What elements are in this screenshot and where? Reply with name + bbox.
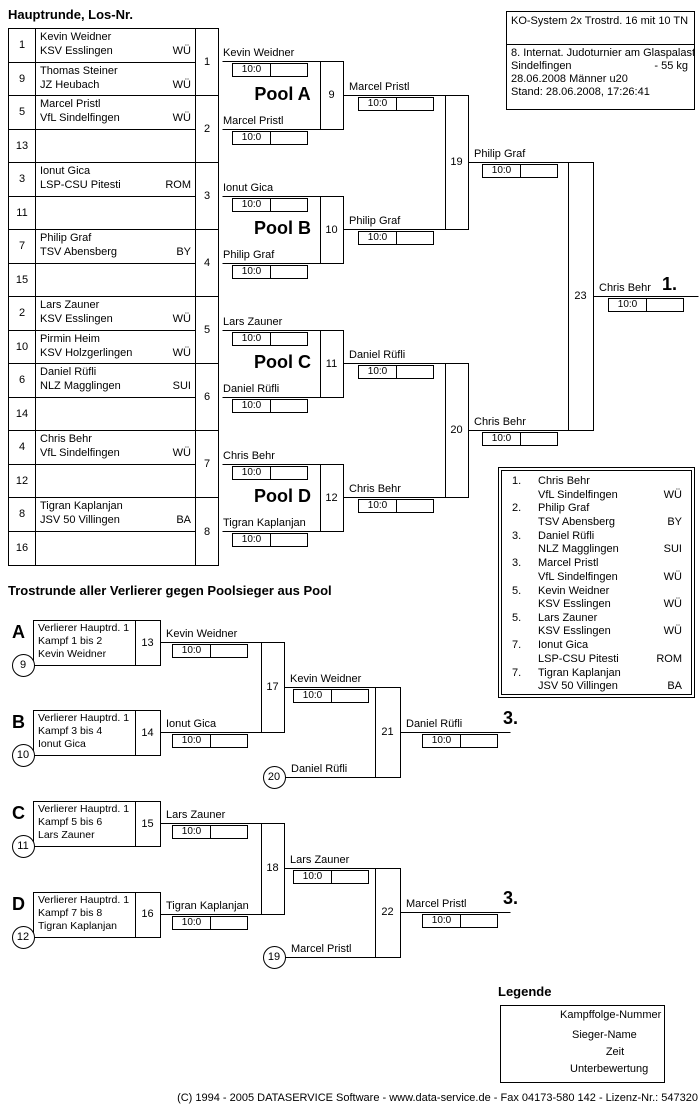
bracket-name: Marcel Pristl <box>223 115 284 127</box>
score-value: 10:0 <box>359 500 397 512</box>
table-row <box>9 398 196 432</box>
pool-a-label: Pool A <box>254 84 311 104</box>
table-row <box>9 498 196 532</box>
time-cell <box>271 534 307 546</box>
champion-name: Chris Behr <box>599 282 651 294</box>
time-cell <box>647 299 683 311</box>
time-cell <box>397 366 433 378</box>
score-box <box>172 644 248 658</box>
table-row <box>9 364 196 398</box>
entrant-club: LSP-CSU Pitesti <box>40 179 121 191</box>
table-row <box>9 297 196 331</box>
entrant-name: Lars Zauner <box>40 299 100 311</box>
result-rank: 7. <box>512 666 522 679</box>
results-box <box>498 467 695 698</box>
loser-box-line: Verlierer Hauptrd. 1 <box>38 622 130 634</box>
bracket-name: Philip Graf <box>474 148 526 160</box>
result-region: BY <box>667 515 682 528</box>
score-value: 10:0 <box>359 98 397 110</box>
feeder-circle-number: 10 <box>16 749 30 761</box>
entrant-name: Ionut Gica <box>40 165 91 177</box>
score-value: 10:0 <box>173 735 211 747</box>
time-cell <box>211 645 247 657</box>
event-title: 8. Internat. Judoturnier am Glaspalast <box>511 47 696 59</box>
lot-number: 10 <box>9 331 36 364</box>
time-cell <box>211 826 247 838</box>
result-club: VfL Sindelfingen <box>538 570 618 583</box>
third-place-label: 3. <box>503 708 519 728</box>
score-value: 10:0 <box>423 735 461 747</box>
time-cell <box>211 917 247 929</box>
bracket-name: Daniel Rüfli <box>223 383 280 395</box>
score-box <box>232 332 308 346</box>
table-row <box>9 29 196 63</box>
entrant-name: Kevin Weidner <box>40 31 112 43</box>
score-value: 10:0 <box>233 199 271 211</box>
ko-system-label: KO-System 2x Trostrd. 16 mit 10 TN <box>507 12 694 45</box>
score-value: 10:0 <box>359 366 397 378</box>
entrant-region: WÜ <box>172 45 191 57</box>
bracket-name: Daniel Rüfli <box>349 349 406 361</box>
score-value: 10:0 <box>483 165 521 177</box>
section-letter-d: D <box>12 894 25 914</box>
bracket-name: Kevin Weidner <box>290 673 362 685</box>
entrant-club: TSV Abensberg <box>40 246 118 258</box>
result-rank: 5. <box>512 611 522 624</box>
entrant-name: Thomas Steiner <box>40 64 118 77</box>
result-club: TSV Abensberg <box>538 515 616 528</box>
result-region: ROM <box>656 652 682 665</box>
event-date-class: 28.06.2008 Männer u20 <box>511 73 628 85</box>
round1-match-number: 2 <box>196 96 218 163</box>
bracket-name: Daniel Rüfli <box>406 718 463 730</box>
entrant-club: KSV Esslingen <box>40 45 113 57</box>
loser-box-line: Kevin Weidner <box>38 648 107 660</box>
score-value: 10:0 <box>173 917 211 929</box>
entrant-club: VfL Sindelfingen <box>40 447 120 459</box>
entrant-name: Pirmin Heim <box>40 332 100 345</box>
match-number: 17 <box>266 681 279 693</box>
time-cell <box>521 165 557 177</box>
trostrunde-title: Trostrunde aller Verlierer gegen Poolsieger aus Pool <box>8 583 332 598</box>
table-row <box>9 465 196 499</box>
bracket-name: Marcel Pristl <box>291 943 352 955</box>
result-club: NLZ Magglingen <box>538 543 619 556</box>
round1-match-number: 1 <box>196 29 218 96</box>
match-number: 18 <box>266 862 279 874</box>
score-box <box>232 533 308 547</box>
time-cell <box>332 871 368 883</box>
result-rank: 3. <box>512 529 522 542</box>
bracket-name: Lars Zauner <box>290 854 350 866</box>
section-letter-b: B <box>12 712 25 732</box>
loser-box <box>33 620 135 665</box>
table-row <box>9 431 196 465</box>
score-value: 10:0 <box>233 467 271 479</box>
result-region: WÜ <box>663 570 682 583</box>
result-rank: 2. <box>512 502 522 515</box>
loser-box <box>33 801 135 846</box>
result-rank: 5. <box>512 584 522 597</box>
entrant-name: Chris Behr <box>40 433 92 445</box>
time-cell <box>397 232 433 244</box>
legend-unterbewertung-label: Unterbewertung <box>570 1063 649 1075</box>
section-letter-c: C <box>12 803 25 823</box>
result-entry <box>502 639 691 666</box>
time-cell <box>271 333 307 345</box>
time-cell <box>461 735 497 747</box>
round1-match-number: 6 <box>196 364 218 431</box>
score-value: 10:0 <box>294 690 332 702</box>
score-box <box>482 432 558 446</box>
loser-box-line: Ionut Gica <box>38 738 86 750</box>
event-city: Sindelfingen <box>511 60 572 72</box>
score-box <box>232 198 308 212</box>
score-value: 10:0 <box>233 266 271 278</box>
time-cell <box>397 98 433 110</box>
score-box <box>422 914 498 928</box>
time-cell <box>271 132 307 144</box>
lot-number: 14 <box>9 398 36 431</box>
result-region: WÜ <box>663 488 682 501</box>
table-row <box>9 96 196 130</box>
result-name: Kevin Weidner <box>538 584 610 597</box>
score-box <box>232 265 308 279</box>
score-value: 10:0 <box>173 826 211 838</box>
section-letter-a: A <box>12 622 25 642</box>
lot-number: 16 <box>9 532 36 566</box>
entrant-name: Daniel Rüfli <box>40 366 97 378</box>
entrant-name: Marcel Pristl <box>40 98 101 110</box>
match-number: 14 <box>141 727 154 739</box>
entrant-table <box>8 28 197 566</box>
bracket-name: Chris Behr <box>349 483 401 495</box>
match-number: 16 <box>141 908 154 920</box>
score-box <box>358 499 434 513</box>
result-region: WÜ <box>663 625 682 638</box>
lot-number: 1 <box>9 29 36 62</box>
match-number: 20 <box>450 424 463 436</box>
match-number: 22 <box>381 906 394 918</box>
entrant-region: BA <box>176 514 191 526</box>
third-place-label: 3. <box>503 888 519 908</box>
footer-copyright: (C) 1994 - 2005 DATASERVICE Software - www.data-service.de - Fax 04173-580 142 - Lizenz-Nr.: 547320 <box>177 1092 698 1104</box>
match-number: 21 <box>381 726 394 738</box>
entrant-club: VfL Sindelfingen <box>40 112 120 124</box>
result-entry <box>502 612 691 639</box>
table-row <box>9 532 196 566</box>
lot-number: 15 <box>9 264 36 297</box>
weight-class: - 55 kg <box>654 60 688 72</box>
legend-sieger-label: Sieger-Name <box>572 1029 637 1041</box>
time-cell <box>271 199 307 211</box>
score-value: 10:0 <box>483 433 521 445</box>
loser-box-line: Kampf 7 bis 8 <box>38 907 103 919</box>
entrant-region: ROM <box>165 179 191 191</box>
feeder-circle-number: 12 <box>16 931 30 943</box>
match-number: 23 <box>574 290 587 302</box>
score-box <box>293 689 369 703</box>
lot-number: 4 <box>9 431 36 464</box>
feeder-circle-number: 9 <box>19 659 27 671</box>
entrant-club: KSV Esslingen <box>40 313 113 325</box>
score-box <box>293 870 369 884</box>
score-box <box>172 825 248 839</box>
lot-number: 8 <box>9 498 36 531</box>
entrant-region: SUI <box>172 380 191 392</box>
match-number: 19 <box>450 156 463 168</box>
score-box <box>232 63 308 77</box>
loser-box-line: Kampf 5 bis 6 <box>38 816 103 828</box>
time-cell <box>332 690 368 702</box>
legend-zeit-label: Zeit <box>605 1046 625 1058</box>
result-rank: 3. <box>512 557 522 570</box>
result-name: Chris Behr <box>538 475 590 487</box>
bracket-name: Lars Zauner <box>223 316 283 328</box>
time-cell <box>397 500 433 512</box>
result-region: BA <box>667 680 682 693</box>
time-cell <box>211 735 247 747</box>
result-entry <box>502 475 691 502</box>
score-value: 10:0 <box>423 915 461 927</box>
result-name: Lars Zauner <box>538 611 598 624</box>
round1-match-number: 4 <box>196 230 218 297</box>
time-cell <box>271 467 307 479</box>
entrant-region: BY <box>176 246 191 258</box>
bracket-name: Marcel Pristl <box>349 81 410 93</box>
entrant-region: WÜ <box>172 112 191 124</box>
bracket-name: Chris Behr <box>223 450 275 462</box>
score-box <box>232 131 308 145</box>
pool-c-label: Pool C <box>254 352 311 372</box>
bracket-name: Daniel Rüfli <box>291 763 348 775</box>
loser-box-line: Verlierer Hauptrd. 1 <box>38 803 130 815</box>
result-club: KSV Esslingen <box>538 598 611 611</box>
round1-match-number: 5 <box>196 297 218 364</box>
result-region: WÜ <box>663 598 682 611</box>
result-entry <box>502 667 691 694</box>
pool-b-label: Pool B <box>254 218 311 238</box>
table-row <box>9 331 196 365</box>
match-number: 13 <box>141 637 154 649</box>
lot-number: 7 <box>9 230 36 263</box>
lot-number: 12 <box>9 465 36 498</box>
bracket-name: Ionut Gica <box>223 182 274 194</box>
score-box <box>172 916 248 930</box>
score-value: 10:0 <box>173 645 211 657</box>
time-cell <box>461 915 497 927</box>
bracket-name: Lars Zauner <box>166 809 226 821</box>
score-box <box>232 399 308 413</box>
result-entry <box>502 557 691 584</box>
legend-kampffolge-label: Kampffolge-Nummer <box>560 1009 662 1021</box>
loser-box-line: Verlierer Hauptrd. 1 <box>38 712 130 724</box>
entrant-club: KSV Holzgerlingen <box>40 346 133 359</box>
loser-box-line: Verlierer Hauptrd. 1 <box>38 894 130 906</box>
score-value: 10:0 <box>233 534 271 546</box>
table-row <box>9 230 196 264</box>
legend-title: Legende <box>498 984 552 999</box>
result-club: JSV 50 Villingen <box>538 680 618 693</box>
lot-number: 3 <box>9 163 36 196</box>
entrant-club: JSV 50 Villingen <box>40 514 120 526</box>
entrant-club: NLZ Magglingen <box>40 380 121 392</box>
bracket-name: Marcel Pristl <box>406 898 467 910</box>
table-row <box>9 197 196 231</box>
bracket-name: Kevin Weidner <box>166 628 238 640</box>
entrant-region: WÜ <box>172 78 191 91</box>
score-value: 10:0 <box>233 64 271 76</box>
score-value: 10:0 <box>609 299 647 311</box>
score-value: 10:0 <box>233 132 271 144</box>
round1-match-column <box>195 28 219 566</box>
loser-box <box>33 892 135 937</box>
table-row <box>9 264 196 298</box>
result-name: Daniel Rüfli <box>538 529 595 542</box>
main-round-title: Hauptrunde, Los-Nr. <box>8 7 133 22</box>
pool-d-label: Pool D <box>254 486 311 506</box>
score-box <box>608 298 684 312</box>
result-club: LSP-CSU Pitesti <box>538 652 619 665</box>
loser-box <box>33 710 135 755</box>
bracket-name: Philip Graf <box>349 215 401 227</box>
round1-match-number: 7 <box>196 431 218 498</box>
lot-number: 13 <box>9 130 36 163</box>
score-value: 10:0 <box>359 232 397 244</box>
lot-number: 5 <box>9 96 36 129</box>
score-box <box>482 164 558 178</box>
entrant-region: WÜ <box>172 313 191 325</box>
score-box <box>422 734 498 748</box>
entrant-region: WÜ <box>172 447 191 459</box>
bracket-name: Chris Behr <box>474 416 526 428</box>
stand-timestamp: Stand: 28.06.2008, 17:26:41 <box>511 86 650 98</box>
bracket-name: Tigran Kaplanjan <box>223 517 306 529</box>
score-box <box>358 365 434 379</box>
lot-number: 9 <box>9 63 36 96</box>
loser-box-line: Kampf 1 bis 2 <box>38 635 103 647</box>
entrant-club: JZ Heubach <box>40 78 100 91</box>
result-club: KSV Esslingen <box>538 625 611 638</box>
round1-match-number: 8 <box>203 525 211 538</box>
result-entry <box>502 585 691 612</box>
table-row <box>9 163 196 197</box>
score-value: 10:0 <box>294 871 332 883</box>
bracket-name: Philip Graf <box>223 249 275 261</box>
header-box <box>506 11 695 110</box>
result-name: Ionut Gica <box>538 639 589 652</box>
result-rank: 7. <box>512 639 522 652</box>
first-place-label: 1. <box>662 274 678 294</box>
entrant-region: WÜ <box>172 346 191 359</box>
loser-box-line: Lars Zauner <box>38 829 95 841</box>
time-cell <box>521 433 557 445</box>
result-name: Tigran Kaplanjan <box>538 666 621 679</box>
bracket-name: Tigran Kaplanjan <box>166 900 249 912</box>
entrant-name: Philip Graf <box>40 232 92 244</box>
result-rank: 1. <box>512 475 522 487</box>
table-row <box>9 130 196 164</box>
feeder-circle-number: 11 <box>17 840 29 852</box>
time-cell <box>271 266 307 278</box>
score-value: 10:0 <box>233 400 271 412</box>
score-box <box>358 231 434 245</box>
time-cell <box>271 400 307 412</box>
match-number: 12 <box>325 492 338 504</box>
match-number: 9 <box>328 89 335 101</box>
match-number: 10 <box>325 224 338 236</box>
loser-box-line: Kampf 3 bis 4 <box>38 725 103 737</box>
lot-number: 2 <box>9 297 36 330</box>
bracket-name: Ionut Gica <box>166 718 217 730</box>
result-name: Philip Graf <box>538 502 590 515</box>
lot-number: 6 <box>9 364 36 397</box>
score-value: 10:0 <box>233 333 271 345</box>
result-entry <box>502 502 691 529</box>
round1-match-number: 3 <box>196 163 218 230</box>
bracket-name: Kevin Weidner <box>223 47 295 59</box>
result-name: Marcel Pristl <box>538 557 599 570</box>
feeder-circle-number: 20 <box>267 771 281 783</box>
result-club: VfL Sindelfingen <box>538 488 618 501</box>
score-box <box>232 466 308 480</box>
score-box <box>358 97 434 111</box>
score-box <box>172 734 248 748</box>
lot-number: 11 <box>9 197 36 230</box>
match-number: 11 <box>325 358 338 370</box>
result-region: SUI <box>663 543 682 556</box>
table-row <box>9 63 196 97</box>
match-number: 15 <box>141 818 154 830</box>
loser-box-line: Tigran Kaplanjan <box>38 920 117 932</box>
entrant-name: Tigran Kaplanjan <box>40 500 123 512</box>
result-entry <box>502 530 691 557</box>
feeder-circle-number: 19 <box>267 951 281 963</box>
time-cell <box>271 64 307 76</box>
